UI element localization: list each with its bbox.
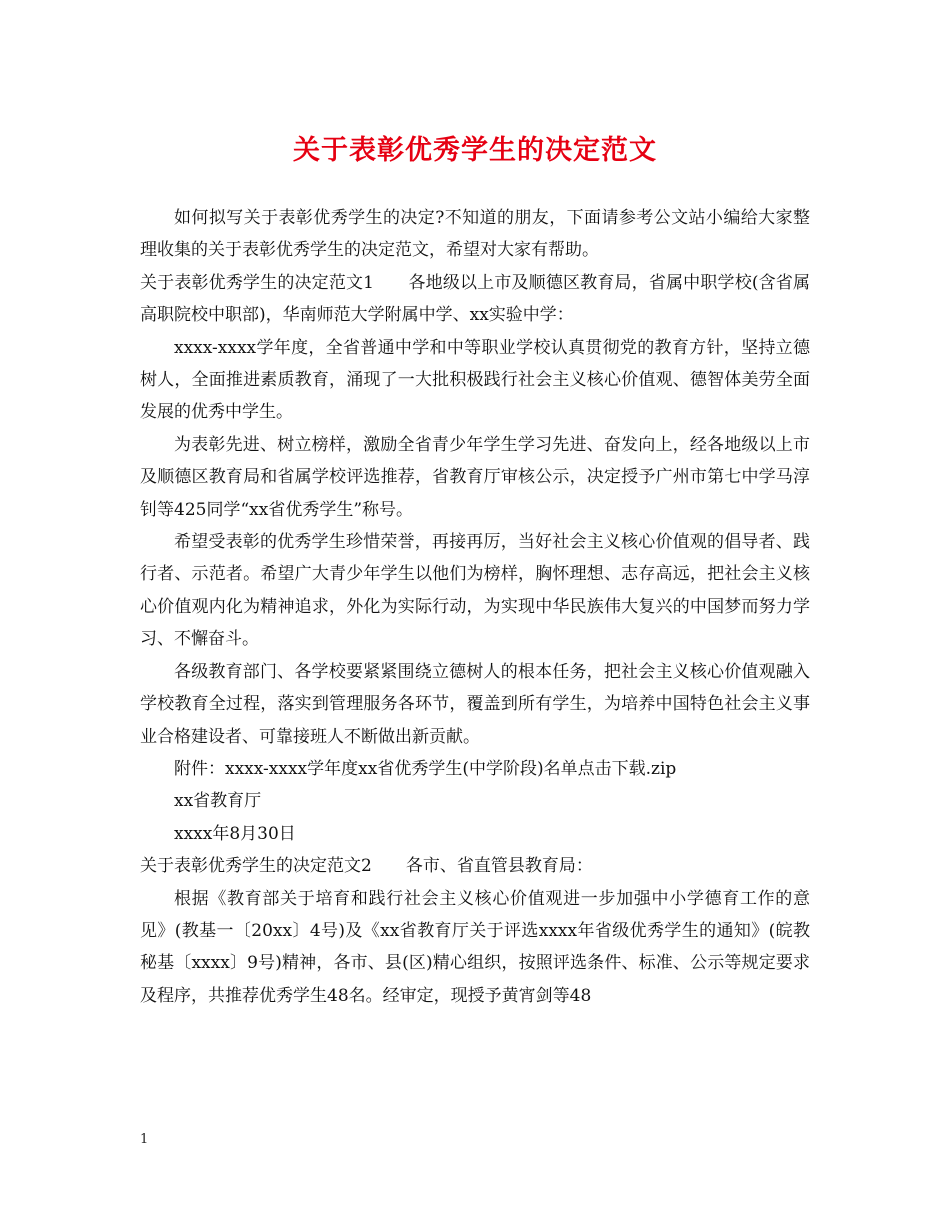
paragraph-intro: 如何拟写关于表彰优秀学生的决定?不知道的朋友，下面请参考公文站小编给大家整理收集的关于表彰优秀学生的决定范文，希望对大家有帮助。 — [140, 208, 810, 261]
paragraph-requirements: 各级教育部门、各学校要紧紧围绕立德树人的根本任务，把社会主义核心价值观融入学校教育全过程，落实到管理服务各环节，覆盖到所有学生，为培养中国特色社会主义事业合格建设者、可靠接班人不断做出新贡献。 — [140, 661, 810, 747]
paragraph-sample-1-heading: 关于表彰优秀学生的决定范文1 各地级以上市及顺德区教育局，省属中职学校(含省属高职院校中职部)，华南师范大学附属中学、xx实验中学： — [140, 272, 810, 326]
paragraph-sample-2-heading: 关于表彰优秀学生的决定范文2 各市、省直管县教育局： — [140, 856, 593, 877]
page-number: 1 — [140, 1132, 149, 1147]
paragraph-school-year: xxxx-xxxx学年度，全省普通中学和中等职业学校认真贯彻党的教育方针，坚持立德树人，全面推进素质教育，涌现了一大批积极践行社会主义核心价值观、德智体美劳全面发展的优秀中学生。 — [140, 337, 810, 423]
paragraph-date: xxxx年8月30日 — [174, 823, 296, 844]
paragraph-basis: 根据《教育部关于培育和践行社会主义核心价值观进一步加强中小学德育工作的意见》(教基一〔20xx〕4号)及《xx省教育厅关于评选xxxx年省级优秀学生的通知》(皖教秘基〔xxxx〕9号)精神，各市、县(区)精心组织，按照评选条件、标准、公示等规定要求及程序，共推荐优秀学生48名。经审定，现授予黄宵剑等48 — [140, 888, 810, 1006]
paragraph-commendation: 为表彰先进、树立榜样，激励全省青少年学生学习先进、奋发向上，经各地级以上市及顺德区教育局和省属学校评选推荐，省教育厅审核公示，决定授予广州市第七中学马淳钊等425同学“xx省优秀学生”称号。 — [140, 434, 810, 520]
document-title: 关于表彰优秀学生的决定范文 — [293, 135, 657, 166]
document-body — [140, 202, 810, 1012]
paragraph-hope: 希望受表彰的优秀学生珍惜荣誉，再接再厉，当好社会主义核心价值观的倡导者、践行者、示范者。希望广大青少年学生以他们为榜样，胸怀理想、志存高远，把社会主义核心价值观内化为精神追求，外化为实际行动，为实现中华民族伟大复兴的中国梦而努力学习、不懈奋斗。 — [140, 532, 810, 650]
paragraph-issuer: xx省教育厅 — [174, 791, 262, 812]
paragraph-attachment: 附件：xxxx-xxxx学年度xx省优秀学生(中学阶段)名单点击下载.zip — [174, 758, 677, 779]
